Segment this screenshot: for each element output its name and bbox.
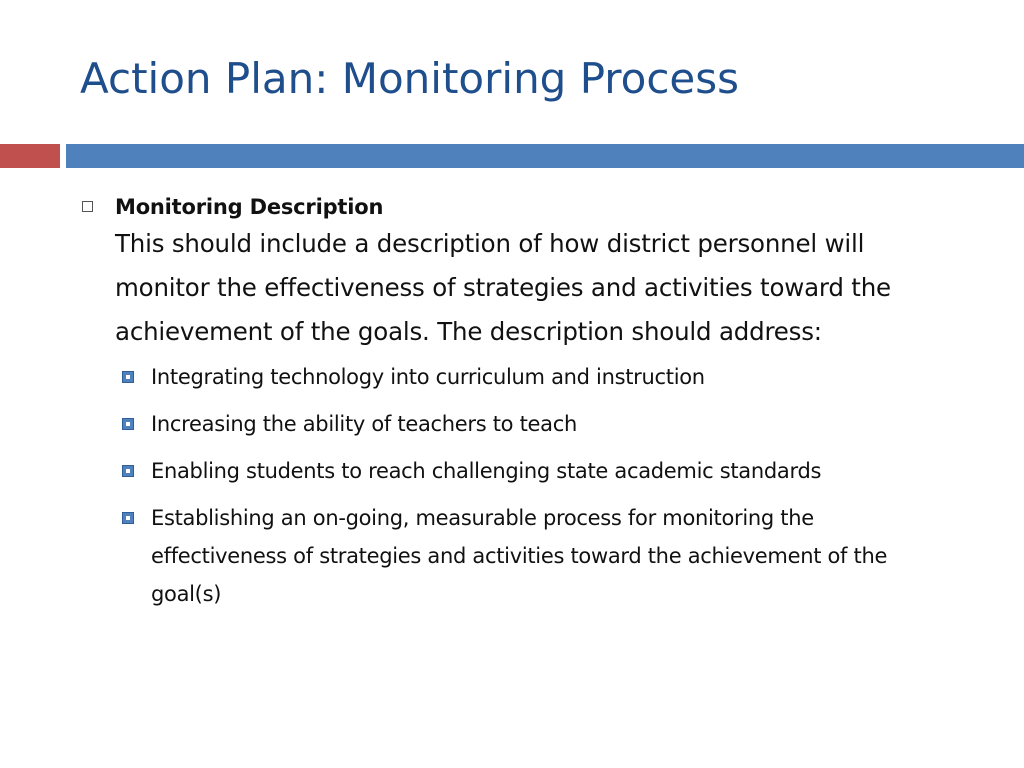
slide-content <box>0 190 1024 622</box>
sub-bullet-list <box>0 358 1024 613</box>
sub-bullet-text: Establishing an on-going, measurable process for monitoring the effectiveness of strategies and activities toward the achievement of the goal(s) <box>151 506 888 606</box>
bullet-monitoring-description <box>0 190 955 354</box>
accent-bar-red <box>0 144 60 168</box>
sub-bullet-item <box>0 405 931 443</box>
hollow-square-bullet-icon <box>82 201 93 212</box>
sub-bullet-text: Integrating technology into curriculum and instruction <box>151 365 705 389</box>
slide-title: Action Plan: Monitoring Process <box>80 54 740 103</box>
sub-bullet-text: Enabling students to reach challenging state academic standards <box>151 459 822 483</box>
sub-bullet-text: Increasing the ability of teachers to teach <box>151 412 577 436</box>
bullet-body: This should include a description of how district personnel will monitor the effectiveness of strategies and activities toward the achievement of the goals. The description should address: <box>115 229 891 346</box>
sub-bullet-item <box>0 452 931 490</box>
bullet-heading: Monitoring Description <box>115 195 384 219</box>
square-bullet-icon <box>122 418 134 430</box>
accent-bar-blue <box>66 144 1024 168</box>
sub-bullet-item <box>0 358 931 396</box>
square-bullet-icon <box>122 371 134 383</box>
square-bullet-icon <box>122 512 134 524</box>
sub-bullet-item <box>0 499 931 613</box>
square-bullet-icon <box>122 465 134 477</box>
